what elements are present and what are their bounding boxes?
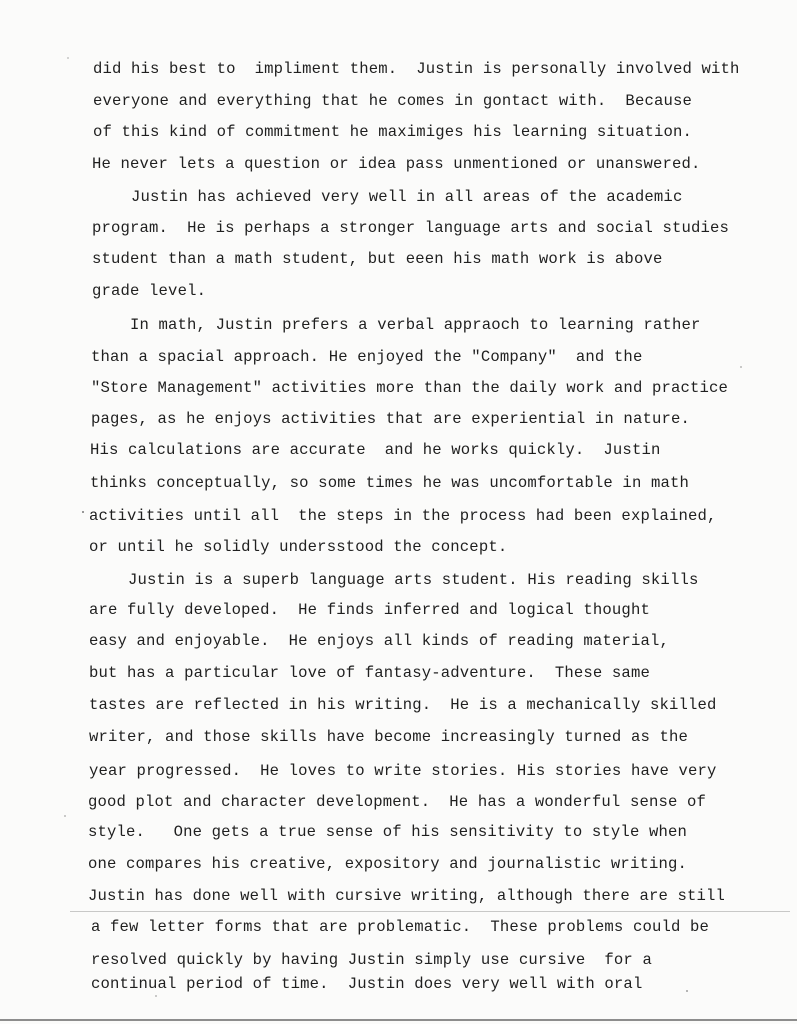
text-line: Justin has achieved very well in all areas of the academic <box>131 188 683 206</box>
scan-fold-line <box>70 911 790 912</box>
text-line: Justin is a superb language arts student. His reading skills <box>128 571 699 589</box>
text-line: Justin has done well with cursive writing, although there are still <box>88 887 726 905</box>
text-line: are fully developed. He finds inferred and logical thought <box>89 601 650 619</box>
text-line: continual period of time. Justin does very well with oral <box>91 975 643 993</box>
scan-speck <box>155 995 157 997</box>
text-line: but has a particular love of fantasy-adventure. These same <box>89 664 650 682</box>
text-line: everyone and everything that he comes in gontact with. Because <box>93 92 692 110</box>
text-line: style. One gets a true sense of his sensitivity to style when <box>88 823 687 841</box>
scan-speck <box>740 366 742 368</box>
text-line: pages, as he enjoys activities that are experiential in nature. <box>91 410 690 428</box>
text-line: tastes are reflected in his writing. He is a mechanically skilled <box>89 696 717 714</box>
scan-bottom-edge <box>0 1019 797 1021</box>
text-line: activities until all the steps in the process had been explained, <box>89 507 717 525</box>
text-line: "Store Management" activities more than the daily work and practice <box>91 379 729 397</box>
scan-speck <box>67 57 69 59</box>
text-line: student than a math student, but eeen his math work is above <box>92 250 663 268</box>
text-line: grade level. <box>92 282 207 300</box>
text-line: His calculations are accurate and he works quickly. Justin <box>90 441 661 459</box>
text-line: In math, Justin prefers a verbal appraoch to learning rather <box>130 316 701 334</box>
text-line: one compares his creative, expository and journalistic writing. <box>88 855 687 873</box>
text-line: thinks conceptually, so some times he was uncomfortable in math <box>90 474 689 492</box>
text-line: writer, and those skills have become increasingly turned as the <box>89 728 688 746</box>
text-line: or until he solidly undersstood the concept. <box>89 538 508 556</box>
scan-speck <box>64 815 66 817</box>
scan-speck <box>686 990 688 992</box>
text-line: a few letter forms that are problematic. These problems could be <box>91 918 710 936</box>
text-line: resolved quickly by having Justin simply use cursive for a <box>91 951 652 969</box>
scan-speck <box>82 511 84 513</box>
text-line: easy and enjoyable. He enjoys all kinds of reading material, <box>89 632 669 650</box>
text-line: good plot and character development. He has a wonderful sense of <box>88 793 707 811</box>
text-line: year progressed. He loves to write stories. His stories have very <box>89 762 717 780</box>
text-line: program. He is perhaps a stronger language arts and social studies <box>92 219 730 237</box>
text-line: of this kind of commitment he maximiges his learning situation. <box>93 123 692 141</box>
text-line: did his best to impliment them. Justin is personally involved with <box>93 60 740 78</box>
text-line: than a spacial approach. He enjoyed the "Company" and the <box>91 348 643 366</box>
text-line: He never lets a question or idea pass unmentioned or unanswered. <box>92 155 701 173</box>
